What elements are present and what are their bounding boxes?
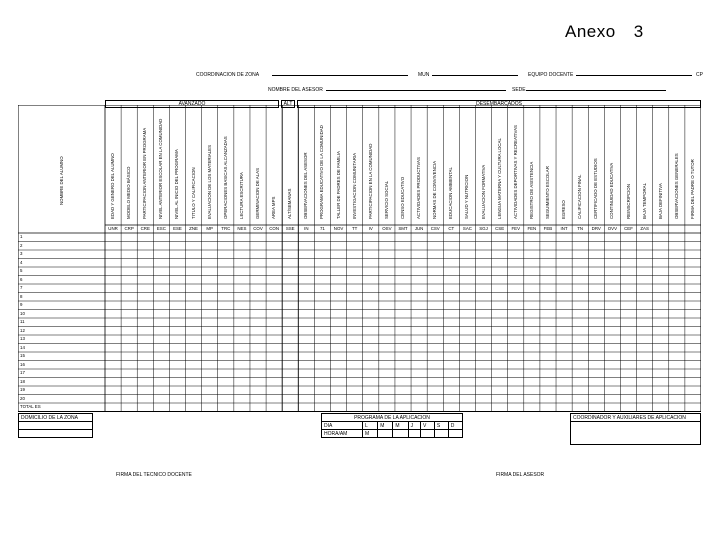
day-cell[interactable]: J xyxy=(408,422,420,430)
coordinacion-label: COORDINACION DE ZONA xyxy=(196,72,260,78)
code-cell: TRC xyxy=(221,226,231,231)
row-number: 15 xyxy=(20,353,25,358)
column-header: TALLER DE PADRES DE FAMILIA xyxy=(335,151,341,219)
hora-cell[interactable] xyxy=(434,430,448,438)
row-number: 13 xyxy=(20,336,25,341)
mun-field[interactable] xyxy=(432,75,518,76)
code-cell: NES xyxy=(237,226,247,231)
code-cell: SMT xyxy=(398,226,408,231)
code-cell: FEB xyxy=(543,226,553,231)
mun-label: MUN xyxy=(418,72,430,78)
nombre-asesor-label: NOMBRE DEL ASESOR xyxy=(268,87,323,93)
section-desembarcados: DESEMBARCADOS xyxy=(297,100,701,108)
programa-dia-label: DIA xyxy=(322,422,363,430)
row-number: 20 xyxy=(20,395,25,401)
hora-cell[interactable] xyxy=(448,430,462,438)
equipo-field[interactable] xyxy=(576,75,692,76)
column-header: SERVICIO SOCIAL xyxy=(383,180,389,219)
code-cell: JUN xyxy=(414,226,424,231)
code-cell: TT xyxy=(351,226,358,231)
code-cell: MP xyxy=(206,226,213,231)
column-header: AREA MPS xyxy=(271,196,277,219)
row-number: 3 xyxy=(20,251,23,256)
column-header: NIVEL AL INICIO DEL PROGRAMA xyxy=(174,149,180,219)
column-header: GERMINACION DE ALAS xyxy=(255,168,261,219)
day-cell[interactable]: V xyxy=(421,422,435,430)
sede-label: SEDE xyxy=(512,87,526,93)
hora-cell[interactable] xyxy=(378,430,393,438)
sede-field[interactable] xyxy=(526,90,666,91)
row-number: 7 xyxy=(20,285,23,290)
column-header: INVESTIGACION COMUNITARIA xyxy=(351,152,357,219)
column-header: SEGUIMIENTO ESCOLAR xyxy=(544,166,550,219)
column-header: PARTICIPACION EN LA COMUNIDAD xyxy=(367,143,373,219)
code-cell: SSE xyxy=(285,226,295,231)
annex-label: Anexo xyxy=(565,22,616,41)
column-header: ALT/SEMANAS xyxy=(287,188,293,219)
row-number: 4 xyxy=(20,259,23,265)
hora-cell[interactable] xyxy=(408,430,420,438)
column-header: EGRESO xyxy=(561,200,567,219)
code-cell: OVV xyxy=(607,226,618,231)
code-cell: FEN xyxy=(527,226,537,231)
column-header: TITULO Y CALIFICACION xyxy=(190,167,196,219)
day-cell[interactable]: M xyxy=(393,422,408,430)
equipo-label: EQUIPO DOCENTE xyxy=(528,72,574,78)
column-header: REINSCRIPCION xyxy=(625,184,631,219)
column-header: OBSERVACIONES DEL ASESOR xyxy=(303,152,309,219)
totals-row-label: TOTAL ES xyxy=(20,404,41,409)
section-avanzado: AVANZADO xyxy=(105,100,279,108)
day-cell[interactable]: S xyxy=(434,422,448,430)
column-header: NORMAS DE CONVIVENCIA xyxy=(432,160,438,219)
programa-box xyxy=(321,413,463,438)
column-header: FIRMA DEL PADRE O TUTOR xyxy=(689,159,695,219)
code-cell: FEV xyxy=(511,226,520,231)
column-header: CONTINUIDAD EDUCATIVA xyxy=(609,162,615,219)
column-header: LENGUA MATERNA Y CULTURA LOCAL xyxy=(496,138,502,219)
code-cell: UNR xyxy=(108,226,118,231)
code-cell: TN xyxy=(577,226,584,231)
column-header: OBSERVACIONES GENERALES xyxy=(673,153,679,219)
signature-left: FIRMA DEL TECNICO DOCENTE xyxy=(116,472,192,478)
column-header: BAJA TEMPORAL xyxy=(641,182,647,219)
code-cell: SAC xyxy=(462,226,472,231)
column-header: PROGRAMA EDUCATIVO DE LA COMUNIDAD xyxy=(319,125,325,219)
day-cell[interactable]: D xyxy=(448,422,462,430)
row-number: 17 xyxy=(20,370,25,375)
coordinador-box xyxy=(570,413,701,445)
alumno-column-header: NOMBRE DEL ALUMNO xyxy=(58,156,64,205)
domicilio-label: DOMICILIO DE LA ZONA xyxy=(19,414,93,422)
row-number: 11 xyxy=(20,319,25,324)
code-cell: IN xyxy=(304,226,309,231)
coordinador-field[interactable] xyxy=(571,422,701,445)
column-header: NIVEL ANTERIOR ESCOLAR EN LA COMUNIDAD xyxy=(158,118,164,219)
code-cell: SGJ xyxy=(479,226,488,231)
signature-right: FIRMA DEL ASESOR xyxy=(496,472,545,478)
column-header: EDUCACION AMBIENTAL xyxy=(448,167,454,219)
column-header: BAJA DEFINITIVA xyxy=(657,183,663,219)
code-cell: 71 xyxy=(319,226,325,231)
code-cell: CSV xyxy=(430,226,440,231)
row-number: 5 xyxy=(20,268,23,273)
column-header: PARTICIPACION ANTERIOR EN PROGRAMA xyxy=(142,127,148,219)
cp-label: CP xyxy=(696,72,703,78)
domicilio-field[interactable] xyxy=(19,422,93,430)
hora-cell[interactable]: M xyxy=(363,430,378,438)
domicilio-field-2[interactable] xyxy=(19,430,93,438)
row-number: 19 xyxy=(20,387,25,392)
row-number: 14 xyxy=(20,344,25,350)
code-cell: ESE xyxy=(173,226,182,231)
code-cell: INT xyxy=(560,226,568,231)
section-alt: ALT xyxy=(281,100,295,108)
code-cell: ZNE xyxy=(189,226,198,231)
row-number: 6 xyxy=(20,276,23,282)
annex-number: 3 xyxy=(633,22,644,41)
column-header: REGISTRO DE ASISTENCIA xyxy=(528,161,534,219)
column-header: EVALUACION DE LOS MATERIALES xyxy=(206,144,212,219)
row-number: 1 xyxy=(20,234,23,239)
column-header: LECTURA ESCRITURA xyxy=(238,172,244,219)
code-cell: NOV xyxy=(333,226,344,231)
code-cell: CEF xyxy=(624,226,633,231)
row-number: 2 xyxy=(20,242,23,248)
row-number: 9 xyxy=(20,302,23,307)
coordinacion-field[interactable] xyxy=(272,75,408,76)
column-header: CENSO EDUCATIVO xyxy=(400,176,405,219)
column-header: OPERACIONES BASICAS ALCANZADAS xyxy=(222,136,228,219)
nombre-asesor-field[interactable] xyxy=(326,90,506,91)
row-number: 8 xyxy=(20,293,23,299)
code-cell: CT xyxy=(448,226,455,231)
day-cell[interactable]: M xyxy=(378,422,393,430)
code-cell: DRV xyxy=(591,226,601,231)
column-header: CERTIFICADO DE ESTUDIOS xyxy=(593,158,599,219)
day-cell[interactable]: L xyxy=(363,422,378,430)
code-cell: ESC xyxy=(156,226,166,231)
code-cell: COV xyxy=(253,226,263,231)
code-cell: CON xyxy=(269,226,279,231)
row-number: 12 xyxy=(20,327,25,333)
row-number: 18 xyxy=(20,378,25,384)
row-number: 10 xyxy=(20,310,25,316)
hora-cell[interactable] xyxy=(421,430,435,438)
domicilio-box xyxy=(18,413,93,438)
code-cell: IV xyxy=(368,226,373,231)
programa-hora-label: HORA/AM xyxy=(322,430,363,438)
code-cell: OSV xyxy=(382,226,392,231)
code-cell: CRE xyxy=(140,226,150,231)
column-header: ACTIVIDADES DEPORTIVAS Y RECREATIVAS xyxy=(512,125,518,219)
coordinador-label: COORDINADOR Y AUXILIARES DE APLICACION xyxy=(571,414,701,422)
column-header: EVALUACION FORMATIVA xyxy=(480,164,486,219)
programa-title: PROGRAMA DE LA APLICACION xyxy=(322,414,463,422)
column-header: EDAD Y GENERO DEL ALUMNO xyxy=(110,153,116,219)
row-number: 16 xyxy=(20,361,25,367)
column-header: ACTIVIDADES PRODUCTIVAS xyxy=(416,157,422,219)
annex-title xyxy=(565,22,644,42)
code-cell: CSE xyxy=(495,226,505,231)
code-cell: CRP xyxy=(124,226,134,231)
grid-lines xyxy=(18,105,701,412)
main-grid xyxy=(18,105,701,408)
column-header: CALIFICACION FINAL xyxy=(577,174,583,219)
code-cell: ZAS xyxy=(640,226,649,231)
column-header: MODELO MEDIO BÁSICO xyxy=(126,166,132,219)
hora-cell[interactable] xyxy=(393,430,408,438)
column-header: SALUD Y NUTRICION xyxy=(464,174,470,219)
